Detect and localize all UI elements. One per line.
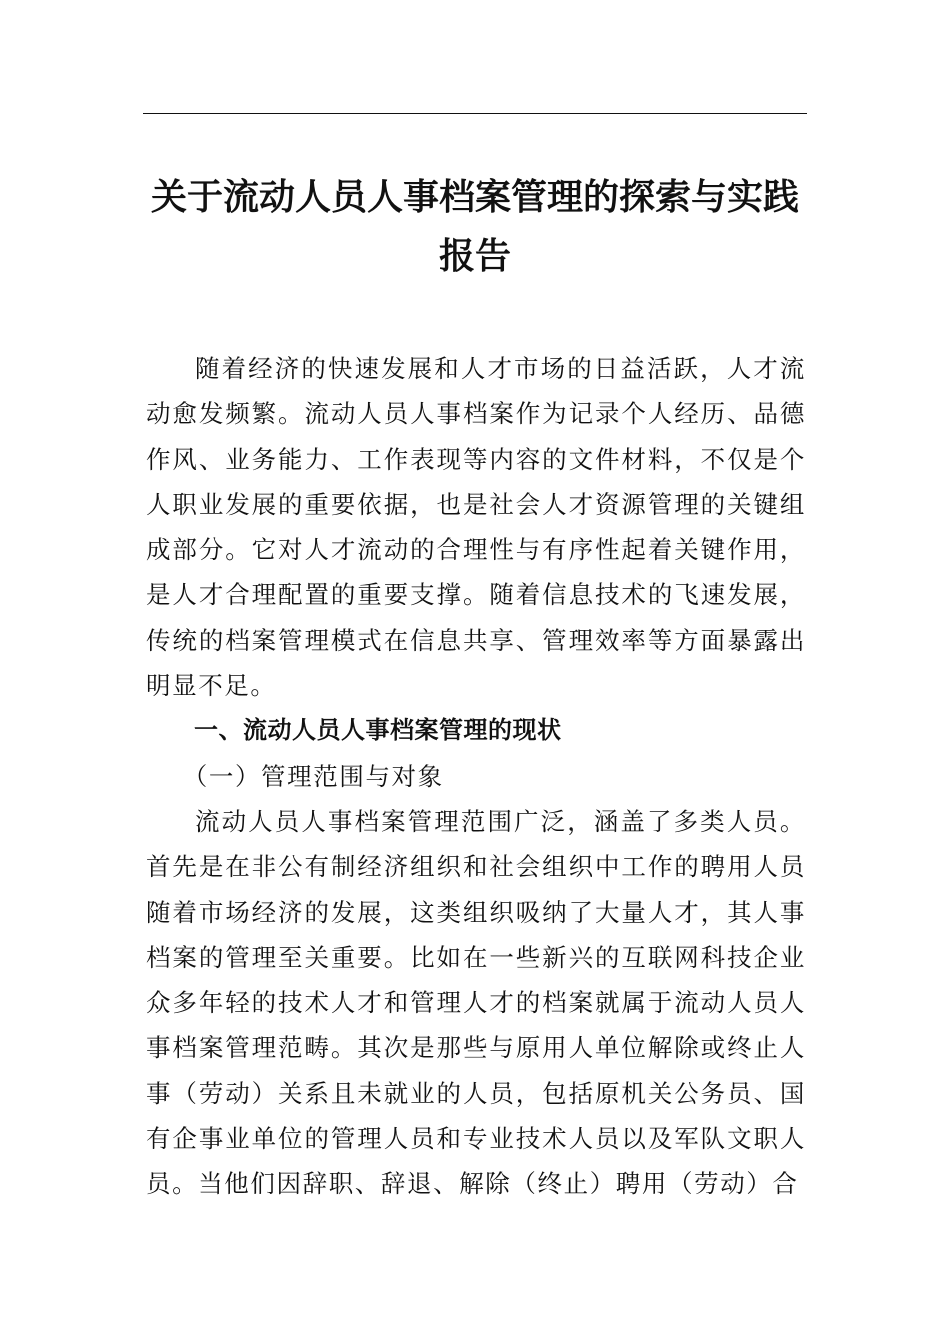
title-line-2: 报告 xyxy=(438,235,511,277)
subsection-heading-1: （一）管理范围与对象 xyxy=(182,761,444,791)
header-rule xyxy=(143,113,807,114)
intro-paragraph: 随着经济的快速发展和人才市场的日益活跃，人才流动愈发频繁。流动人员人事档案作为记录个人经历、品德作风、业务能力、工作表现等内容的文件材料，不仅是个人职业发展的重要依据，也是社会人才资源管理的关键组成部分。它对人才流动的合理性与有序性起着关键作用，是人才合理配置的重要支撑。随着信息技术的飞速发展，传统的档案管理模式在信息共享、管理效率等方面暴露出明显不足。 xyxy=(146,354,806,701)
document-body xyxy=(146,346,806,1207)
section-1-paragraph: 流动人员人事档案管理范围广泛，涵盖了多类人员。首先是在非公有制经济组织和社会组织中工作的聘用人员随着市场经济的发展，这类组织吸纳了大量人才，其人事档案的管理至关重要。比如在一些新兴的互联网科技企业众多年轻的技术人才和管理人才的档案就属于流动人员人事档案管理范畴。其次是那些与原用人单位解除或终止人事（劳动）关系且未就业的人员，包括原机关公务员、国有企事业单位的管理人员和专业技术人员以及军队文职人员。当他们因辞职、辞退、解除（终止）聘用（劳动）合 xyxy=(146,806,806,1199)
title-line-1: 关于流动人员人事档案管理的探索与实践 xyxy=(150,176,799,218)
section-heading-1: 一、流动人员人事档案管理的现状 xyxy=(194,716,562,745)
document-title xyxy=(143,168,807,286)
